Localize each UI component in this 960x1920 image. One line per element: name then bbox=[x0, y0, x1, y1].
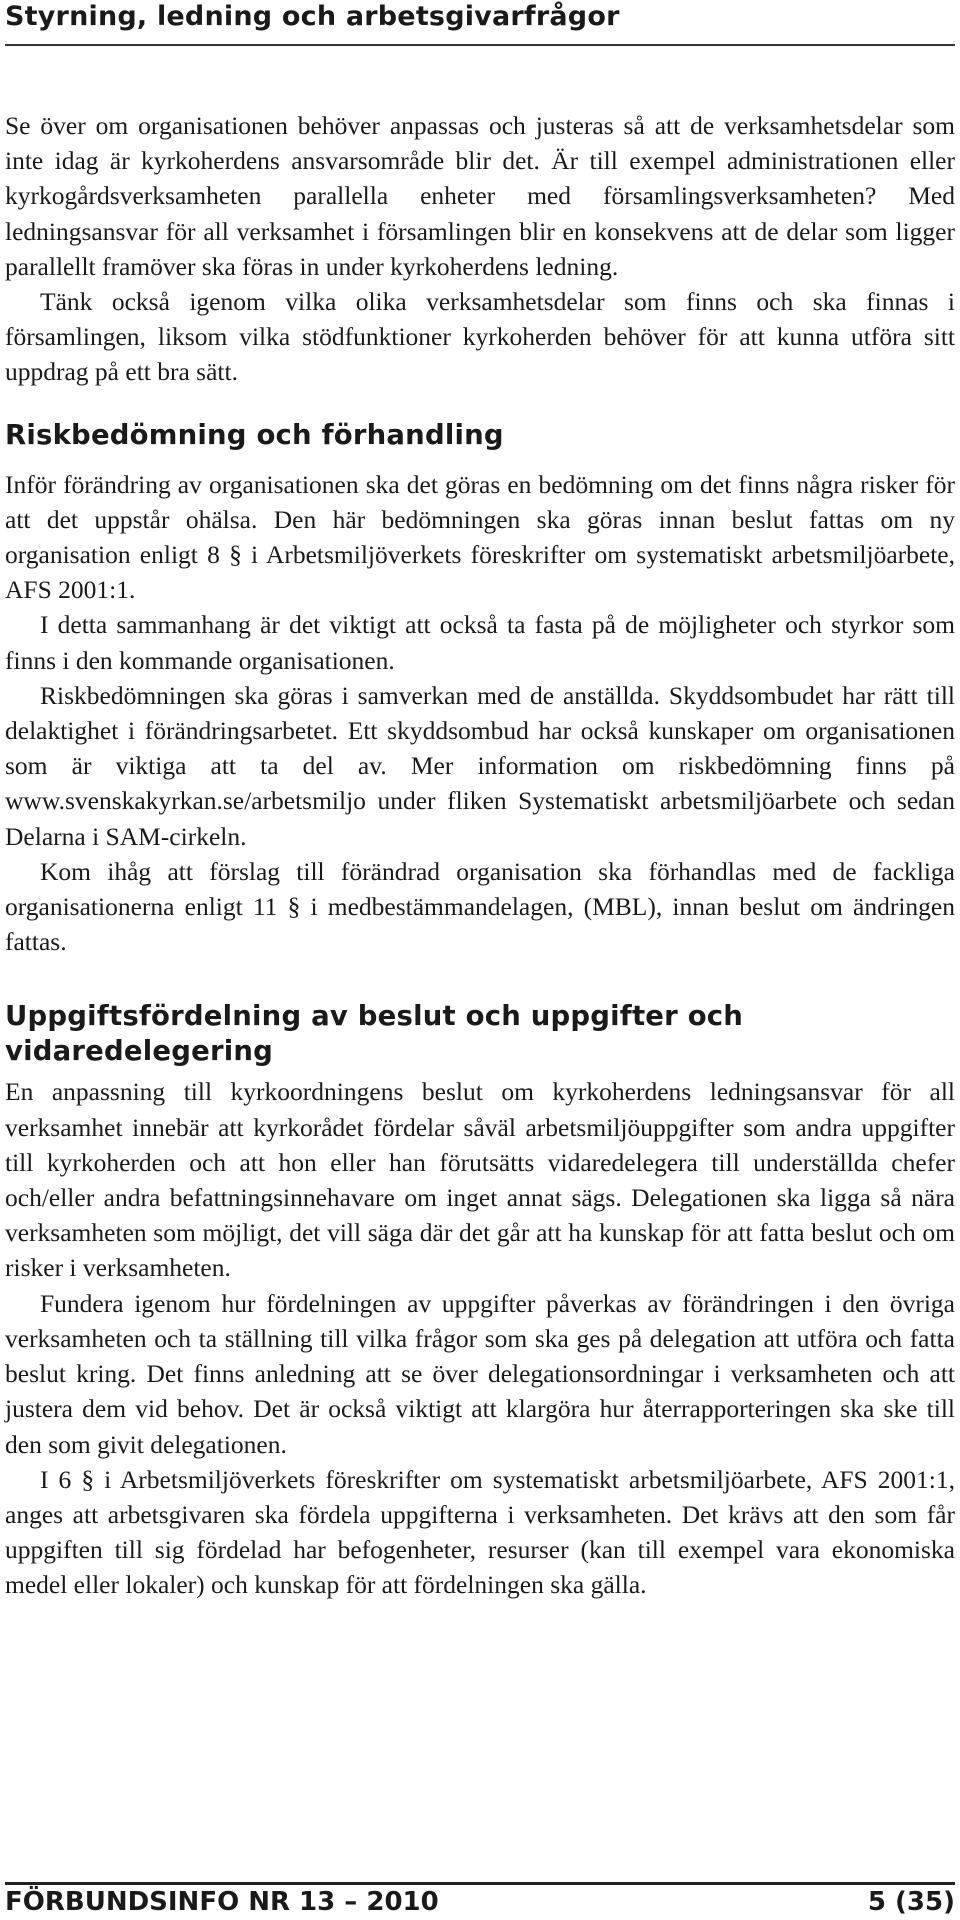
risk-paragraph-1: Inför förändring av organisationen ska det göras en bedömning om det finns några risker för att det uppstår ohälsa. Den här bedömningen ska göras innan beslut fattas om ny organisation enligt 8 § i Arbetsmiljöverkets föreskrifter om systematiskt arbetsmiljöarbete, AFS 2001:1. bbox=[5, 469, 955, 605]
running-header: Styrning, ledning och arbetsgivarfrågor bbox=[5, 1, 620, 32]
risk-paragraph-4: Kom ihåg att förslag till förändrad organisation ska förhandlas med de fackliga organisationerna enligt 11 § i medbestämmandelagen, (MBL), innan beslut om ändringen fattas. bbox=[5, 856, 955, 957]
task-paragraph-3: I 6 § i Arbetsmiljöverkets föreskrifter om systematiskt arbetsmiljöarbete, AFS 2001:1, anges att arbetsgivaren ska fördela uppgifterna i verksamheten. Det krävs att den som får uppgiften till sig fördelad har befogenheter, resurser (kan till exempel vara ekonomiska medel eller lokaler) och kunskap för att fördelningen ska gälla. bbox=[5, 1464, 955, 1600]
risk-paragraph-2: I detta sammanhang är det viktigt att också ta fasta på de möjligheter och styrkor som finns i den kommande organisationen. bbox=[5, 610, 955, 675]
heading-task-line-2: vidaredelegering bbox=[5, 1035, 274, 1068]
heading-task-line-1: Uppgiftsfördelning av beslut och uppgifter och bbox=[5, 1000, 744, 1033]
footer-publication: FÖRBUNDSINFO NR 13 – 2010 bbox=[5, 1887, 439, 1917]
header-divider bbox=[5, 44, 955, 46]
heading-task-delegation bbox=[5, 999, 955, 1069]
task-paragraph-1: En anpassning till kyrkoordningens beslut om kyrkoherdens ledningsansvar för all verksamhet innebär att kyrkorådet fördelar såväl arbetsmiljöuppgifter som andra uppgifter till kyrkoherden och att hon eller han förutsätts vidaredelegera till underställda chefer och/eller andra befattningsinnehavare om inget annat sägs. Delegationen ska ligga så nära verksamheten som möjligt, det vill säga där det går att ha kunskap för att fatta beslut och om risker i verksamheten. bbox=[5, 1077, 955, 1283]
intro-paragraph-1: Se över om organisationen behöver anpassas och justeras så att de verksamhetsdelar som inte idag är kyrkoherdens ansvarsområde blir det. Är till exempel administrationen eller kyrkogårdsverksamheten parallella enheter med församlingsverksamheten? Med ledningsansvar för all verksamhet i församlingen blir en konsekvens att de delar som ligger parallellt framöver ska föras in under kyrkoherdens ledning. bbox=[5, 111, 955, 281]
footer-page-number: 5 (35) bbox=[867, 1887, 955, 1917]
page-body bbox=[5, 108, 955, 1603]
heading-risk-assessment: Riskbedömning och förhandling bbox=[5, 418, 504, 451]
task-paragraph-2: Fundera igenom hur fördelningen av uppgifter påverkas av förändringen i den övriga verksamheten och ta ställning till vilka frågor som ska ges på delegation att utföra och fatta beslut kring. Det finns anledning att se över delegationsordningar i verksamheten och att justera dem vid behov. Det är också viktigt att klargöra hur återrapporteringen ska ske till den som givit delegationen. bbox=[5, 1288, 955, 1459]
risk-paragraph-3: Riskbedömningen ska göras i samverkan med de anställda. Skyddsombudet har rätt till delaktighet i förändringsarbetet. Ett skyddsombud har också kunskaper om organisationen som är viktiga att ta del av. Mer information om riskbedömning finns på www.svenskakyrkan.se/arbetsmiljo under fliken Systematiskt arbetsmiljöarbete och sedan Delarna i SAM-cirkeln. bbox=[5, 680, 955, 851]
intro-paragraph-2: Tänk också igenom vilka olika verksamhetsdelar som finns och ska finnas i församlingen, liksom vilka stödfunktioner kyrkoherden behöver för att kunna utföra sitt uppdrag på ett bra sätt. bbox=[5, 287, 955, 387]
